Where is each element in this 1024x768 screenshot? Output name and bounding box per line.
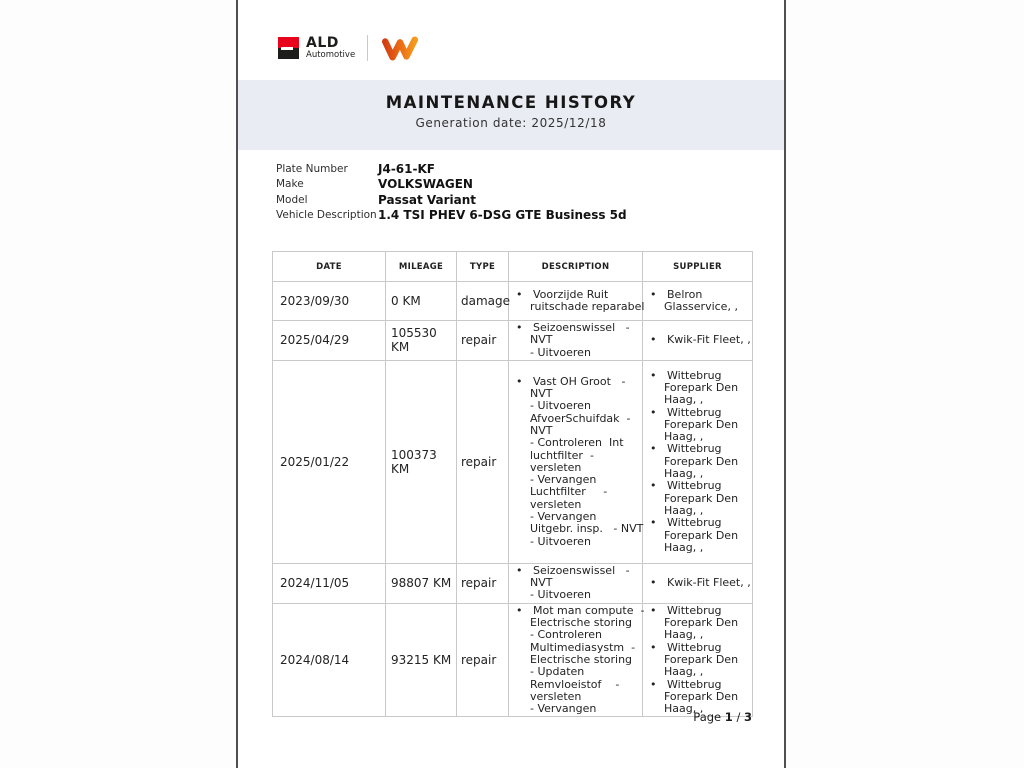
table-row xyxy=(273,563,753,603)
supplier-item xyxy=(647,334,750,346)
field-label: Model xyxy=(276,193,308,206)
bullet-item-lines: Vast OH Groot - NVT - Uitvoeren AfvoerSchuifdak - NVT - Controleren Int luchtfilter - versleten - Vervangen Luchtfilter - versleten - Vervangen Uitgebr. insp. - NVT - Uitvoeren xyxy=(530,374,644,548)
title-banner xyxy=(238,80,784,150)
description-item xyxy=(513,565,640,602)
column-header-description: DESCRIPTION xyxy=(509,252,643,282)
ald-brand-subtitle: Automotive xyxy=(306,50,356,60)
cell-type: repair xyxy=(457,603,509,717)
bullet-item-lines: Belron Glasservice, , xyxy=(664,287,738,313)
bullet-icon: • xyxy=(650,405,657,419)
supplier-item xyxy=(647,289,750,314)
page-indicator xyxy=(272,710,752,724)
cell-type: repair xyxy=(457,563,509,603)
maintenance-table-body xyxy=(273,282,753,717)
wittebrug-logo-icon xyxy=(380,33,420,64)
description-item xyxy=(513,322,640,359)
description-item xyxy=(513,287,645,314)
column-header-mileage: MILEAGE xyxy=(386,252,457,282)
supplier-item xyxy=(647,443,750,480)
cell-type: repair xyxy=(457,321,509,361)
cell-type: repair xyxy=(457,360,509,563)
bullet-icon: • xyxy=(650,368,657,382)
bullet-item-lines: Seizoenswissel - NVT - Uitvoeren xyxy=(530,321,630,359)
cell-date: 2025/04/29 xyxy=(273,321,386,361)
cell-mileage: 105530 KM xyxy=(386,321,457,361)
field-value: Passat Variant xyxy=(378,192,477,207)
logo-divider xyxy=(367,35,368,61)
bullet-icon: • xyxy=(650,576,657,590)
supplier-item xyxy=(647,480,750,517)
cell-mileage: 100373 KM xyxy=(386,360,457,563)
cell-supplier xyxy=(643,603,753,717)
bullet-icon: • xyxy=(650,333,657,347)
bullet-icon: • xyxy=(650,516,657,530)
bullet-icon: • xyxy=(516,563,523,577)
bullet-item-lines: Wittebrug Forepark Den Haag, , xyxy=(664,405,739,444)
cell-date: 2024/08/14 xyxy=(273,603,386,717)
cell-date: 2025/01/22 xyxy=(273,360,386,563)
field-label: Plate Number xyxy=(276,162,348,175)
page-total: 3 xyxy=(743,710,752,724)
bullet-item-lines: Wittebrug Forepark Den Haag, , xyxy=(664,640,739,679)
document-page xyxy=(236,0,786,768)
bullet-icon: • xyxy=(650,442,657,456)
table-row xyxy=(273,360,753,563)
vehicle-field-make xyxy=(276,177,627,193)
bullet-item-lines: Wittebrug Forepark Den Haag, , xyxy=(664,516,739,554)
description-item xyxy=(513,603,645,716)
bullet-icon: • xyxy=(650,603,657,617)
table-row xyxy=(273,603,753,717)
column-header-date: DATE xyxy=(273,252,386,282)
page-label: Page xyxy=(693,710,722,724)
supplier-item xyxy=(647,605,750,642)
supplier-item xyxy=(647,517,750,554)
header-row xyxy=(273,252,753,282)
maintenance-table xyxy=(272,251,753,717)
maintenance-table-header xyxy=(273,252,753,282)
supplier-item xyxy=(647,577,750,589)
vehicle-field-plate xyxy=(276,161,627,177)
brand-header xyxy=(278,32,420,64)
cell-description xyxy=(509,282,643,321)
cell-description xyxy=(509,360,643,563)
cell-supplier xyxy=(643,563,753,603)
cell-mileage: 0 KM xyxy=(386,282,457,321)
bullet-item-lines: Voorzijde Ruit ruitschade reparabel xyxy=(530,287,645,313)
field-label: Make xyxy=(276,178,304,191)
bullet-icon: • xyxy=(650,287,657,301)
ald-logo-icon xyxy=(278,37,299,59)
cell-description xyxy=(509,563,643,603)
bullet-item-lines: Wittebrug Forepark Den Haag, , xyxy=(664,442,739,481)
page-title: MAINTENANCE HISTORY xyxy=(385,93,637,112)
bullet-icon: • xyxy=(650,677,657,691)
vehicle-field-model xyxy=(276,192,627,208)
bullet-item-lines: Kwik-Fit Fleet, , xyxy=(667,576,751,590)
field-value: VOLKSWAGEN xyxy=(378,177,473,192)
cell-description xyxy=(509,603,643,717)
field-value: 1.4 TSI PHEV 6-DSG GTE Business 5d xyxy=(378,208,627,223)
bullet-icon: • xyxy=(650,479,657,493)
column-header-type: TYPE xyxy=(457,252,509,282)
bullet-icon: • xyxy=(516,603,523,617)
cell-date: 2024/11/05 xyxy=(273,563,386,603)
cell-description xyxy=(509,321,643,361)
generation-date: Generation date: 2025/12/18 xyxy=(415,116,607,130)
bullet-icon: • xyxy=(516,287,523,301)
bullet-item-lines: Wittebrug Forepark Den Haag, , xyxy=(664,603,739,642)
column-header-supplier: SUPPLIER xyxy=(643,252,753,282)
field-label: Vehicle Description xyxy=(276,209,377,222)
supplier-item xyxy=(647,642,750,679)
page-current: 1 xyxy=(724,710,733,724)
bullet-item-lines: Wittebrug Forepark Den Haag, , xyxy=(664,368,739,407)
supplier-item xyxy=(647,407,750,444)
cell-mileage: 93215 KM xyxy=(386,603,457,717)
description-item xyxy=(513,374,644,548)
cell-date: 2023/09/30 xyxy=(273,282,386,321)
ald-logo-bar xyxy=(281,47,293,50)
table-row xyxy=(273,321,753,361)
vehicle-field-description xyxy=(276,208,627,224)
cell-type: damage xyxy=(457,282,509,321)
bullet-item-lines: Kwik-Fit Fleet, , xyxy=(667,333,751,347)
bullet-item-lines: Wittebrug Forepark Den Haag, , xyxy=(664,479,739,517)
bullet-icon: • xyxy=(516,321,523,334)
cell-supplier xyxy=(643,321,753,361)
vehicle-info xyxy=(276,161,627,223)
cell-supplier xyxy=(643,282,753,321)
ald-logo-text xyxy=(306,36,355,60)
bullet-item-lines: Wittebrug Forepark Den Haag, , xyxy=(664,677,739,716)
cell-mileage: 98807 KM xyxy=(386,563,457,603)
bullet-icon: • xyxy=(650,640,657,654)
field-value: J4-61-KF xyxy=(378,161,435,176)
ald-brand-name: ALD xyxy=(306,35,339,51)
bullet-icon: • xyxy=(516,374,523,388)
table-row xyxy=(273,282,753,321)
page-separator: / xyxy=(736,710,741,724)
bullet-item-lines: Mot man compute - Electrische storing - Controleren Multimediasystm - Electrische storing - Updaten Remvloeistof - versleten - Vervangen xyxy=(530,603,645,716)
bullet-item-lines: Seizoenswissel - NVT - Uitvoeren xyxy=(530,563,630,602)
supplier-item xyxy=(647,370,750,407)
cell-supplier xyxy=(643,360,753,563)
